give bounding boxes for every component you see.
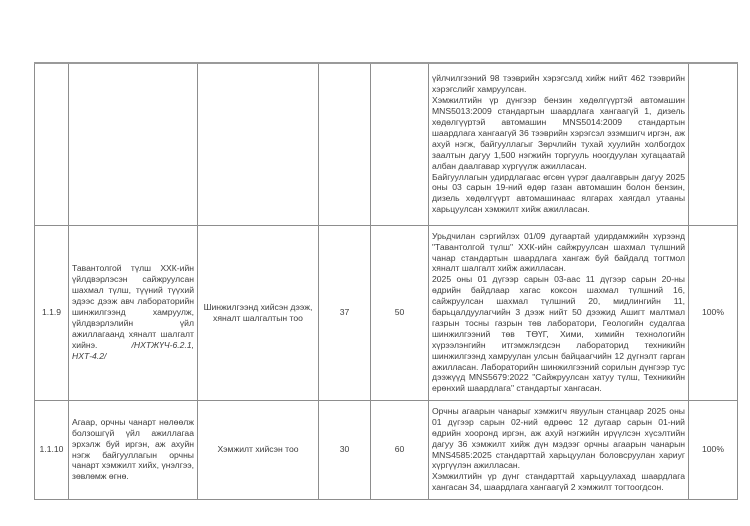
table-row-1-1-9 — [35, 225, 738, 400]
cell-task — [69, 400, 198, 499]
result-paragraph: Хэмжилтийн үр дүнг стандарттай харьцуулахад шаардлага хангасан 34, шаардлага хангаагүй 2 хэмжилт тогтоогдсон. — [432, 471, 685, 493]
result-paragraph: Орчны агаарын чанарыг хэмжигч явуулын станцаар 2025 оны 01 дүгээр сарын 02-ний өдрөөс 12 дугаар сарын 01-ний өдрийн хооронд иргэн, аж ахуй нэгжийн ирүүлсэн хүсэлтийн дагуу 36 хэмжилт хийж дүн мэдээг орчны агаарын чанарын MNS4585:2025 стандарттай харьцуулан боловсруулан хариуг хүргүүлэн ажилласан. — [432, 405, 685, 471]
cell-id — [35, 63, 69, 225]
result-paragraph: үйлчилгээний 98 тээврийн хэрэгсэлд хийж нийт 462 тээврийн хэрэгслийг хамруулсан. — [432, 73, 685, 95]
cell-target: 37 — [319, 225, 371, 400]
task-reference: /НХТЖҮЧ-6.2.1, НХТ-4.2/ — [72, 339, 194, 361]
cell-result — [429, 400, 689, 499]
cell-target: 30 — [319, 400, 371, 499]
result-paragraph: Урьдчилан сэргийлэх 01/09 дугаартай удирдамжийн хүрээнд "Тавантолгой түлш" ХХК-ийн сайжруулсан шахмал түлшний чанар стандартын шаардлага хангаж буй байдалд тогтмол хяналт шалгалт хийж ажилласан. — [432, 230, 685, 274]
task-text: Агаар, орчны чанарт нөлөөлж болзошгүй үйл ажиллагаа эрхэлж буй иргэн, аж ахуйн нэгж байгууллагын орчны чанарт хэмжилт хийх, үнэлгээ, зөвлөмж өгнө. — [72, 416, 194, 482]
task-text: Тавантолгой түлш ХХК-ийн үйлдвэрлэсэн сайжруулсан шахмал түлш, түүний түүхий эдээс дээж авч лабораторийн шинжилгээнд хамруулж, үйлдвэрлэлийн үйл ажиллагаанд хяналт шалгалт хийнэ. — [72, 263, 194, 350]
cell-result — [429, 225, 689, 400]
table-row-continuation — [35, 63, 738, 225]
cell-task — [69, 63, 198, 225]
report-table — [34, 62, 738, 500]
cell-percent: 100% — [689, 225, 738, 400]
result-paragraph: Хэмжилтийн үр дүнгээр бензин хөдөлгүүртэй автомашин MNS5013:2009 стандартын шаардлага хангаагүй 1, дизель хөдөлгүүртэй автомашин MNS5014:2009 стандартын шаардлага хангаагүй 36 тээврийн хэрэгсэл эзэмшигч иргэн, аж ахуй нэгж, байгууллагыг Зөрчлийн тухай хуулийн холбогдох заалтын дагуу 1,500 нэгжийн торгууль ноогдуулан хугацаатай албан даалгавар хүргүүлж ажилласан. — [432, 95, 685, 171]
cell-target — [319, 63, 371, 225]
result-paragraph: 2025 оны 01 дүгээр сарын 03-аас 11 дүгээр сарын 20-ны өдрийн байдлаар хагас коксон шахмал түлшний 16, сайжруулсан шахмал түлшний 20, мидлингийн 11, барьцалдуулагчийн 3 дээж нийт 50 дээжид Ашигт малтмал газрын тосны газрын төв лаборатори, Геологийн судалгаа шинжилгээний төв ТӨҮГ, Хими, химийн технологийн хүрээлэнгийн итгэмжлэгдсэн лабораторид техникийн шинжилгээнд хамруулан улсын байцаагчийн 12 дүгнэлт гарган ажилласан. Лабораторийн шинжилгээний сорилын дүнгээр тус дээжүүд MNS5679:2022 "Сайжруулсан хатуу түлш, Техникийн ерөнхий шаардлага" стандартыг хангасан. — [432, 274, 685, 394]
cell-id: 1.1.9 — [35, 225, 69, 400]
result-paragraph: Байгууллагын удирдлагаас өгсөн үүрэг даалгаврын дагуу 2025 оны 03 сарын 19-ний өдөр газан автомашин болон бензин, дизель хөдөлгүүрт автомашинаас ялгарах хаягдал утааны харьцуулсан хэмжилт хийж ажилласан. — [432, 171, 685, 215]
cell-actual: 50 — [371, 225, 429, 400]
cell-percent — [689, 63, 738, 225]
cell-percent: 100% — [689, 400, 738, 499]
cell-actual: 60 — [371, 400, 429, 499]
cell-actual — [371, 63, 429, 225]
cell-indicator — [198, 63, 319, 225]
cell-id: 1.1.10 — [35, 400, 69, 499]
table-row-1-1-10 — [35, 400, 738, 499]
cell-result — [429, 63, 689, 225]
cell-indicator: Шинжилгээнд хийсэн дээж, хяналт шалгалтын тоо — [198, 225, 319, 400]
cell-task — [69, 225, 198, 400]
cell-indicator: Хэмжилт хийсэн тоо — [198, 400, 319, 499]
